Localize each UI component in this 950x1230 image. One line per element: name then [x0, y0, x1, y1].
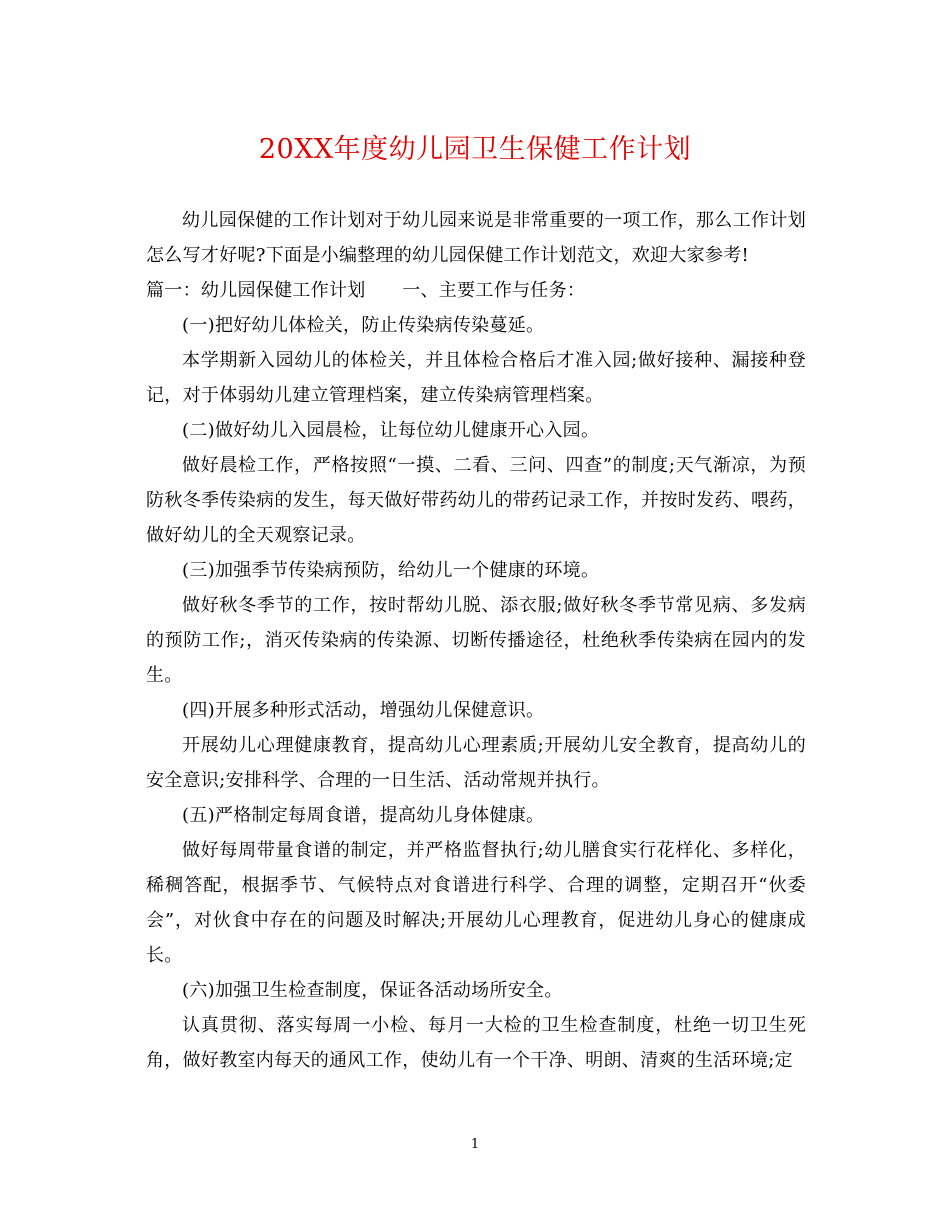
paragraph-section-heading: 篇一：幼儿园保健工作计划 一、主要工作与任务：	[146, 280, 586, 301]
paragraph-item-4-body: 开展幼儿心理健康教育，提高幼儿心理素质;开展幼儿安全教育，提高幼儿的安全意识;安排科学、合理的一日生活、活动常规并执行。	[146, 735, 806, 791]
paragraph-item-6-heading: (六)加强卫生检查制度，保证各活动场所安全。	[182, 980, 563, 1001]
paragraph-item-3-heading: (三)加强季节传染病预防，给幼儿一个健康的环境。	[182, 560, 600, 581]
paragraph-item-6-body: 认真贯彻、落实每周一小检、每月一大检的卫生检查制度，杜绝一切卫生死角，做好教室内每天的通风工作，使幼儿有一个干净、明朗、清爽的生活环境;定	[146, 1015, 806, 1071]
document-body	[146, 203, 806, 1078]
paragraph-item-1-body: 本学期新入园幼儿的体检关，并且体检合格后才准入园;做好接种、漏接种登记，对于体弱幼儿建立管理档案，建立传染病管理档案。	[146, 350, 806, 406]
paragraph-item-5-body: 做好每周带量食谱的制定，并严格监督执行;幼儿膳食实行花样化、多样化，稀稠答配，根据季节、气候特点对食谱进行科学、合理的调整，定期召开“伙委会”，对伙食中存在的问题及时解决;开展幼儿心理教育，促进幼儿身心的健康成长。	[146, 840, 806, 966]
paragraph-item-2-body: 做好晨检工作，严格按照“一摸、二看、三问、四查”的制度;天气渐凉，为预防秋冬季传染病的发生，每天做好带药幼儿的带药记录工作，并按时发药、喂药，做好幼儿的全天观察记录。	[146, 455, 806, 546]
page-number: 1	[470, 1137, 480, 1152]
paragraph-item-4-heading: (四)开展多种形式活动，增强幼儿保健意识。	[182, 700, 545, 721]
paragraph-item-3-body: 做好秋冬季节的工作，按时帮幼儿脱、添衣服;做好秋冬季节常见病、多发病的预防工作;，消灭传染病的传染源、切断传播途径，杜绝秋季传染病在园内的发生。	[146, 595, 806, 686]
paragraph-item-5-heading: (五)严格制定每周食谱，提高幼儿身体健康。	[182, 805, 545, 826]
paragraph-item-2-heading: (二)做好幼儿入园晨检，让每位幼儿健康开心入园。	[182, 420, 600, 441]
document-title: 20XX年度幼儿园卫生保健工作计划	[258, 134, 692, 165]
paragraph-intro: 幼儿园保健的工作计划对于幼儿园来说是非常重要的一项工作，那么工作计划怎么写才好呢?下面是小编整理的幼儿园保健工作计划范文，欢迎大家参考!	[146, 210, 806, 266]
paragraph-item-1-heading: (一)把好幼儿体检关，防止传染病传染蔓延。	[182, 315, 545, 336]
